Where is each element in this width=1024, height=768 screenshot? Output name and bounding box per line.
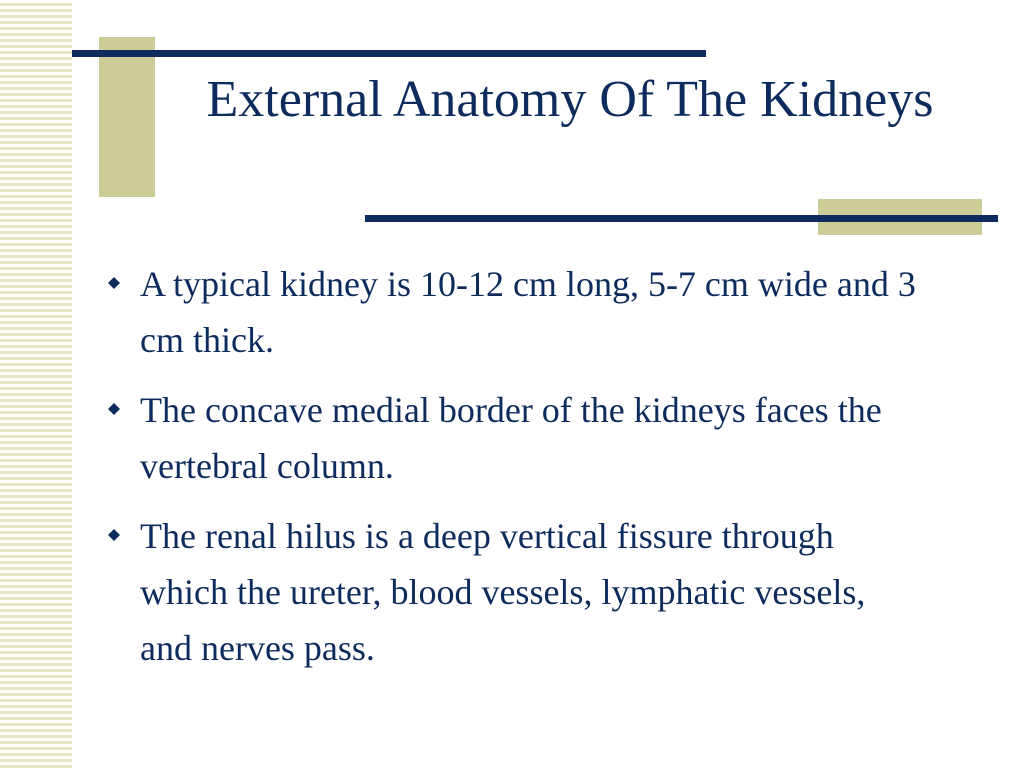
accent-block-top [99,37,155,197]
left-stripe-decoration [0,0,72,768]
diamond-bullet-icon [108,277,120,289]
bullet-text: The concave medial border of the kidneys faces the vertebral column. [140,390,882,486]
diamond-bullet-icon [108,403,120,415]
bullet-item [104,256,924,368]
bullet-list [104,256,924,690]
bullet-item [104,382,924,494]
title-rule-bottom [365,215,998,222]
diamond-bullet-icon [108,529,120,541]
bullet-text: The renal hilus is a deep vertical fissure through which the ureter, blood vessels, lymphatic vessels, and nerves pass. [140,516,866,668]
bullet-item [104,508,924,676]
title-rule-top [72,50,706,57]
slide-title: External Anatomy Of The Kidneys [206,71,934,128]
bullet-text: A typical kidney is 10-12 cm long, 5-7 cm wide and 3 cm thick. [140,264,916,360]
